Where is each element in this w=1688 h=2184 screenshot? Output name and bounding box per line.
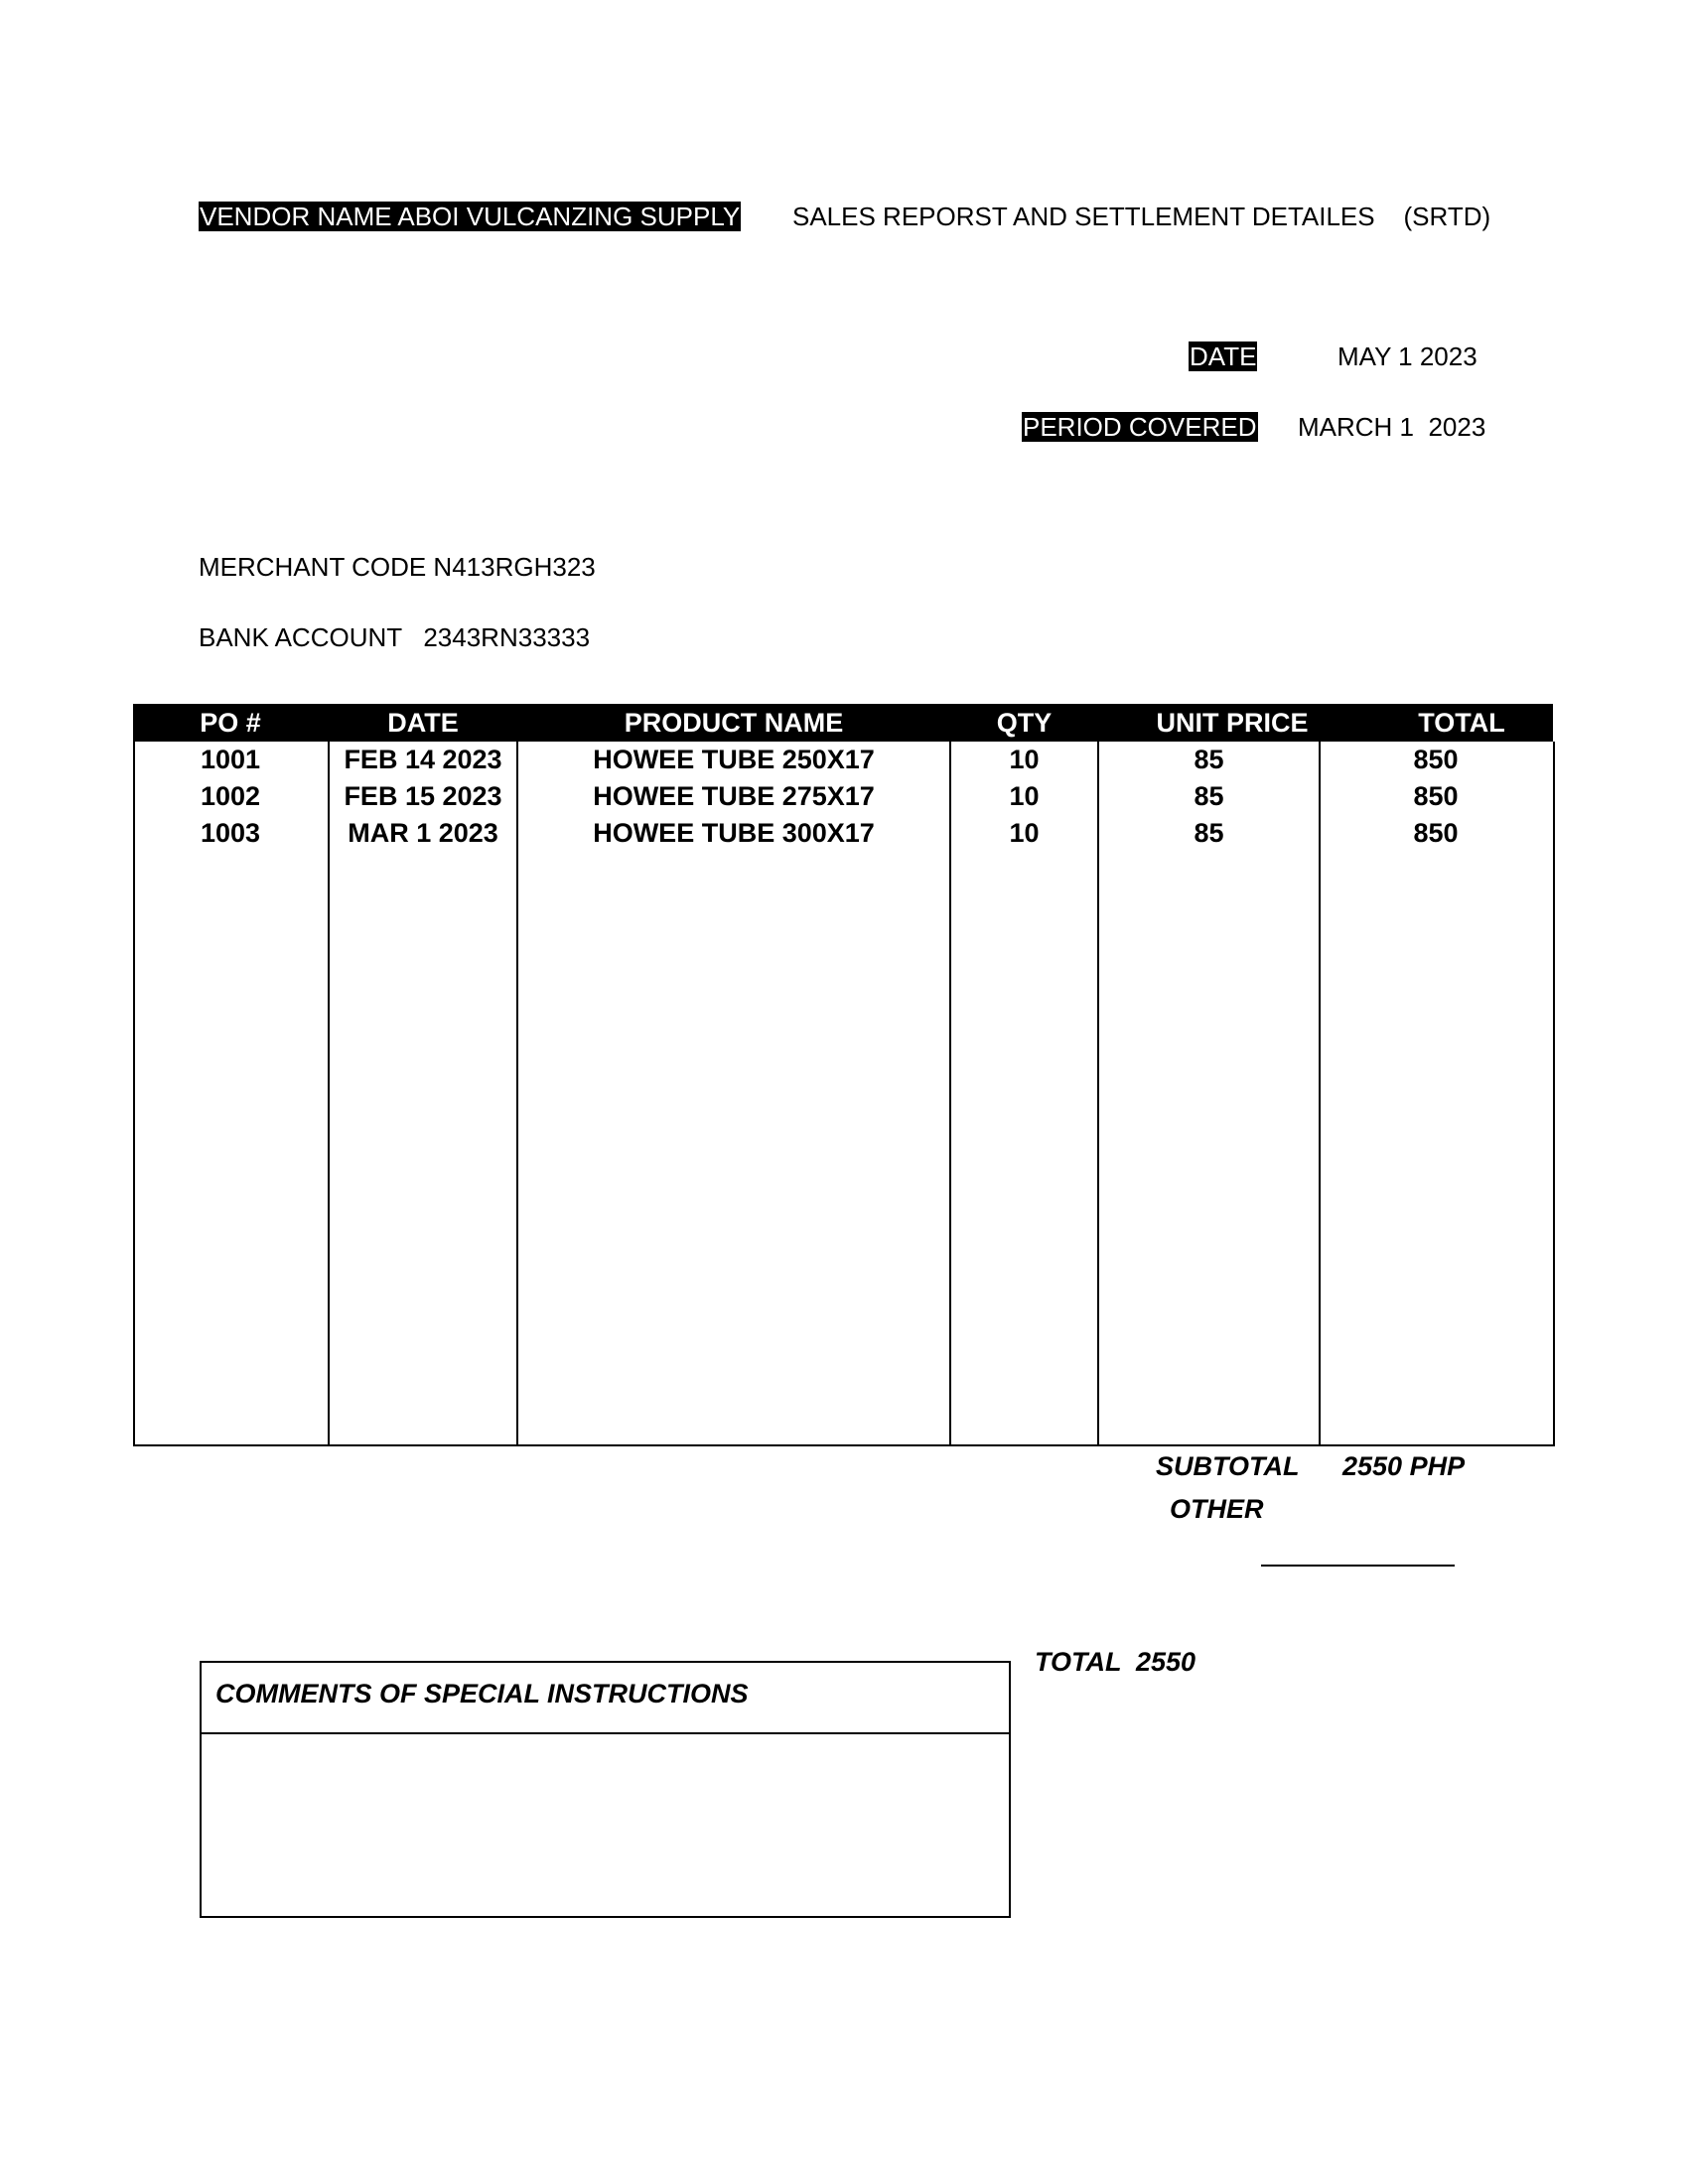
column-header-product-name: PRODUCT NAME [624, 708, 844, 738]
cell-total: 850 [1413, 818, 1459, 848]
cell-unit-price: 85 [1194, 781, 1224, 811]
cell-qty: 10 [1009, 818, 1040, 848]
column-header-qty: QTY [996, 708, 1053, 738]
grand-total: TOTAL 2550 [1035, 1647, 1196, 1677]
cell-unit-price: 85 [1194, 745, 1224, 774]
merchant-code: MERCHANT CODE N413RGH323 [199, 552, 596, 582]
subtotal-label: SUBTOTAL [1156, 1451, 1300, 1481]
comments-title: COMMENTS OF SPECIAL INSTRUCTIONS [215, 1679, 749, 1708]
cell-qty: 10 [1009, 781, 1040, 811]
column-header-po: PO # [200, 708, 261, 738]
column-header-date: DATE [387, 708, 459, 738]
comments-box [200, 1661, 1011, 1918]
subtotal-value: 2550 PHP [1342, 1451, 1466, 1481]
column-header-total: TOTAL [1418, 708, 1505, 738]
cell-date: FEB 14 2023 [344, 745, 502, 774]
vendor-name-text: VENDOR NAME ABOI VULCANZING SUPPLY [200, 202, 741, 231]
column-header-unit-price: UNIT PRICE [1156, 708, 1309, 738]
cell-po-number: 1001 [200, 745, 261, 774]
cell-product-name: HOWEE TUBE 250X17 [593, 745, 875, 774]
cell-po-number: 1003 [200, 818, 261, 848]
cell-qty: 10 [1009, 745, 1040, 774]
cell-product-name: HOWEE TUBE 275X17 [593, 781, 875, 811]
cell-po-number: 1002 [200, 781, 261, 811]
date-label-text: DATE [1190, 341, 1257, 371]
cell-date: MAR 1 2023 [348, 818, 498, 848]
total-underline [1261, 1565, 1455, 1567]
period-covered-label [1022, 411, 1258, 443]
cell-unit-price: 85 [1194, 818, 1224, 848]
period-covered-value: MARCH 1 2023 [1298, 412, 1486, 442]
cell-total: 850 [1413, 745, 1459, 774]
date-value: MAY 1 2023 [1337, 341, 1477, 371]
vendor-name [199, 201, 741, 232]
cell-date: FEB 15 2023 [344, 781, 502, 811]
cell-product-name: HOWEE TUBE 300X17 [593, 818, 875, 848]
date-label [1189, 341, 1257, 372]
cell-total: 850 [1413, 781, 1459, 811]
bank-account: BANK ACCOUNT 2343RN33333 [199, 622, 591, 652]
report-title: SALES REPORST AND SETTLEMENT DETAILES (SRTD) [792, 202, 1491, 231]
comments-divider [202, 1732, 1009, 1734]
other-label: OTHER [1170, 1494, 1264, 1524]
period-covered-label-text: PERIOD COVERED [1023, 412, 1257, 442]
